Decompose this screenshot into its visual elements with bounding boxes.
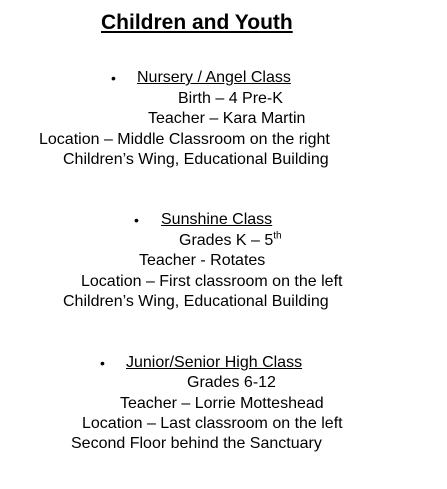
section-heading-nursery: Nursery / Angel Class <box>137 69 291 86</box>
section-building-junior-senior: Second Floor behind the Sanctuary <box>71 435 322 452</box>
section-ages-junior-senior: Grades 6-12 <box>187 374 276 391</box>
section-teacher-sunshine: Teacher - Rotates <box>139 252 266 269</box>
bullet-icon: • <box>134 212 139 228</box>
section-building-sunshine: Children’s Wing, Educational Building <box>63 293 329 310</box>
section-heading-junior-senior: Junior/Senior High Class <box>126 354 303 371</box>
section-location-junior-senior: Location – Last classroom on the left <box>82 415 343 432</box>
page-title: Children and Youth <box>101 11 293 34</box>
section-heading-sunshine: Sunshine Class <box>161 211 273 228</box>
section-location-sunshine: Location – First classroom on the left <box>81 273 343 290</box>
section-ages-sunshine <box>179 231 282 251</box>
ages-superscript: th <box>273 230 282 242</box>
section-teacher-nursery: Teacher – Kara Martin <box>148 110 306 127</box>
bullet-icon: • <box>100 355 105 371</box>
section-building-nursery: Children’s Wing, Educational Building <box>63 151 329 168</box>
bullet-icon: • <box>111 70 116 86</box>
section-location-nursery: Location – Middle Classroom on the right <box>39 131 330 148</box>
section-teacher-junior-senior: Teacher – Lorrie Motteshead <box>120 395 324 412</box>
section-ages-nursery: Birth – 4 Pre-K <box>178 90 283 107</box>
ages-text: Grades K – 5 <box>179 232 274 249</box>
